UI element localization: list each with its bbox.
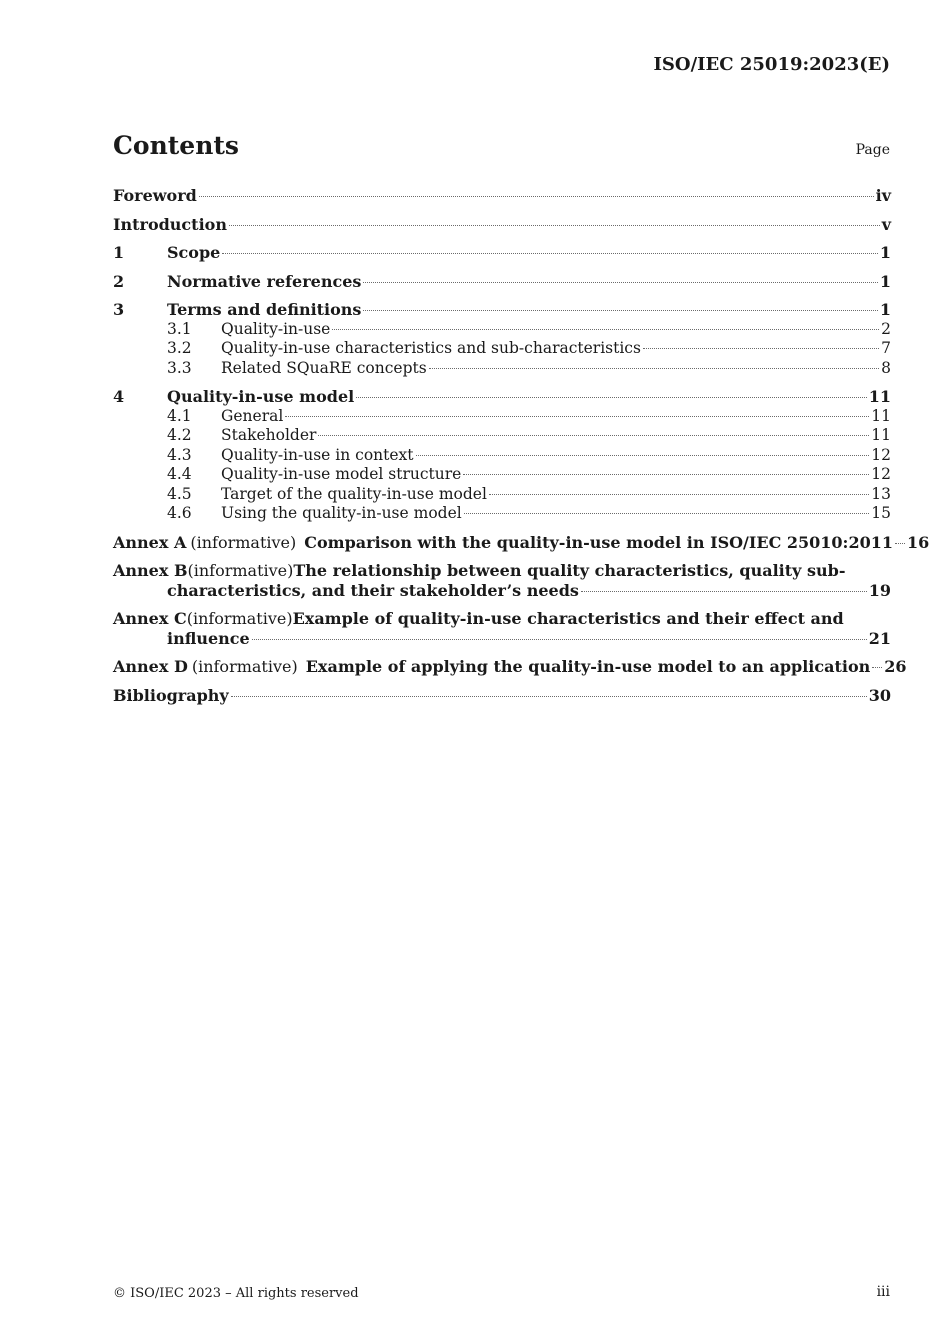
annex-informative: (informative) xyxy=(191,657,298,676)
toc-page: 21 xyxy=(868,628,891,648)
toc-entry-annex-b[interactable] xyxy=(113,561,891,600)
annex-title-line-2: influence xyxy=(167,628,250,648)
table-of-contents xyxy=(113,186,930,705)
toc-entry-clause-1[interactable] xyxy=(113,243,891,263)
toc-page: iv xyxy=(875,186,891,205)
toc-page: 8 xyxy=(881,358,891,377)
subclause-number: 3.2 xyxy=(167,339,192,357)
dot-leader xyxy=(229,225,880,226)
dot-leader xyxy=(895,543,905,544)
annex-title-line-1: Example of quality-in-use characteristics and their effect and xyxy=(292,609,844,628)
toc-label: Quality-in-use characteristics and sub-characteristics xyxy=(221,339,641,357)
toc-label: Introduction xyxy=(113,214,227,234)
subclause-number: 3.1 xyxy=(167,319,192,338)
annex-informative: (informative) xyxy=(187,561,294,580)
dot-leader xyxy=(285,416,869,417)
subclause-number: 4.4 xyxy=(167,465,192,483)
annex-title-line-2: characteristics, and their stakeholder’s needs xyxy=(167,580,579,600)
annex-title-line-1: The relationship between quality characteristics, quality sub- xyxy=(293,561,846,580)
subclause-number: 4.5 xyxy=(167,484,192,503)
toc-page: 11 xyxy=(868,387,891,406)
toc-page: 11 xyxy=(871,426,891,444)
toc-entry-introduction[interactable] xyxy=(113,215,891,235)
toc-label: Quality-in-use model xyxy=(167,387,355,406)
toc-entry-annex-d[interactable] xyxy=(113,657,907,677)
annex-title: Example of applying the quality-in-use model to an application xyxy=(305,657,871,676)
toc-page: 2 xyxy=(881,319,891,338)
annex-prefix: Annex D xyxy=(113,657,188,676)
toc-entry-foreword[interactable] xyxy=(113,186,891,206)
document-identifier: ISO/IEC 25019:2023(E) xyxy=(653,54,890,75)
toc-entry-clause-2[interactable] xyxy=(113,272,891,292)
toc-entry-annex-a[interactable] xyxy=(113,532,930,553)
toc-entry-subclause-3-3[interactable] xyxy=(113,359,891,379)
toc-label: Bibliography xyxy=(113,685,229,705)
copyright-notice: © ISO/IEC 2023 – All rights reserved xyxy=(113,1286,359,1301)
toc-label: Quality-in-use xyxy=(221,319,331,338)
annex-title: Comparison with the quality-in-use model in ISO/IEC 25010:2011 xyxy=(304,532,893,552)
subclause-number: 4.2 xyxy=(167,426,192,444)
clause-number: 1 xyxy=(113,243,125,262)
subclause-number: 4.6 xyxy=(167,504,192,522)
toc-label: Scope xyxy=(167,243,221,262)
subclause-number: 4.1 xyxy=(167,406,192,425)
toc-page: 12 xyxy=(871,445,891,464)
toc-page: 13 xyxy=(871,484,891,503)
page-number: iii xyxy=(876,1284,890,1300)
toc-entry-bibliography[interactable] xyxy=(113,686,891,706)
toc-page: 12 xyxy=(871,465,891,483)
subclause-number: 4.3 xyxy=(167,445,192,464)
dot-leader xyxy=(363,310,877,311)
toc-entry-subclause-4-4[interactable] xyxy=(113,465,891,485)
annex-informative: (informative) xyxy=(190,532,297,552)
toc-entry-subclause-4-2[interactable] xyxy=(113,426,891,446)
toc-page: v xyxy=(881,214,891,234)
clause-number: 3 xyxy=(113,300,125,319)
toc-entry-subclause-3-2[interactable] xyxy=(113,339,891,359)
toc-label: General xyxy=(221,406,284,425)
dot-leader xyxy=(199,196,874,197)
dot-leader xyxy=(332,329,879,330)
dot-leader xyxy=(643,348,879,349)
toc-entry-subclause-4-5[interactable] xyxy=(113,485,891,505)
toc-label: Using the quality-in-use model xyxy=(221,504,462,522)
toc-page: 7 xyxy=(881,339,891,357)
dot-leader xyxy=(464,513,870,514)
toc-entry-clause-4[interactable] xyxy=(113,387,891,407)
dot-leader xyxy=(356,397,867,398)
toc-label: Terms and definitions xyxy=(167,300,362,319)
toc-page: 30 xyxy=(868,685,891,705)
toc-page: 15 xyxy=(871,504,891,522)
subclause-number: 3.3 xyxy=(167,358,192,377)
toc-page: 11 xyxy=(871,406,891,425)
toc-label: Related SQuaRE concepts xyxy=(221,358,427,377)
dot-leader xyxy=(252,639,867,640)
dot-leader xyxy=(581,591,867,592)
contents-title: Contents xyxy=(113,131,240,160)
toc-label: Quality-in-use in context xyxy=(221,445,414,464)
toc-entry-subclause-3-1[interactable] xyxy=(113,320,891,340)
toc-entry-annex-c[interactable] xyxy=(113,609,891,648)
page-column-label: Page xyxy=(855,142,890,158)
dot-leader xyxy=(429,368,879,369)
toc-page: 1 xyxy=(879,271,891,291)
annex-prefix: Annex C xyxy=(113,609,187,628)
annex-informative: (informative) xyxy=(186,609,293,628)
clause-number: 2 xyxy=(113,271,125,291)
toc-label: Target of the quality-in-use model xyxy=(221,484,487,503)
toc-label: Stakeholder xyxy=(221,426,317,444)
dot-leader xyxy=(416,455,870,456)
toc-label: Normative references xyxy=(167,271,362,291)
toc-entry-clause-3[interactable] xyxy=(113,300,891,320)
annex-prefix: Annex B xyxy=(113,561,188,580)
dot-leader xyxy=(222,253,878,254)
toc-entry-subclause-4-3[interactable] xyxy=(113,446,891,466)
toc-page: 1 xyxy=(879,300,891,319)
toc-entry-subclause-4-1[interactable] xyxy=(113,407,891,427)
dot-leader xyxy=(463,474,869,475)
toc-page: 26 xyxy=(884,657,907,676)
dot-leader xyxy=(318,435,869,436)
toc-entry-subclause-4-6[interactable] xyxy=(113,504,891,524)
toc-label: Foreword xyxy=(113,186,197,205)
dot-leader xyxy=(363,282,877,283)
toc-page: 16 xyxy=(906,532,930,552)
dot-leader xyxy=(489,494,869,495)
toc-page: 19 xyxy=(868,580,891,600)
dot-leader xyxy=(872,667,882,668)
clause-number: 4 xyxy=(113,387,125,406)
dot-leader xyxy=(231,696,867,697)
annex-prefix: Annex A xyxy=(113,532,187,552)
toc-page: 1 xyxy=(879,243,891,262)
toc-label: Quality-in-use model structure xyxy=(221,465,462,483)
